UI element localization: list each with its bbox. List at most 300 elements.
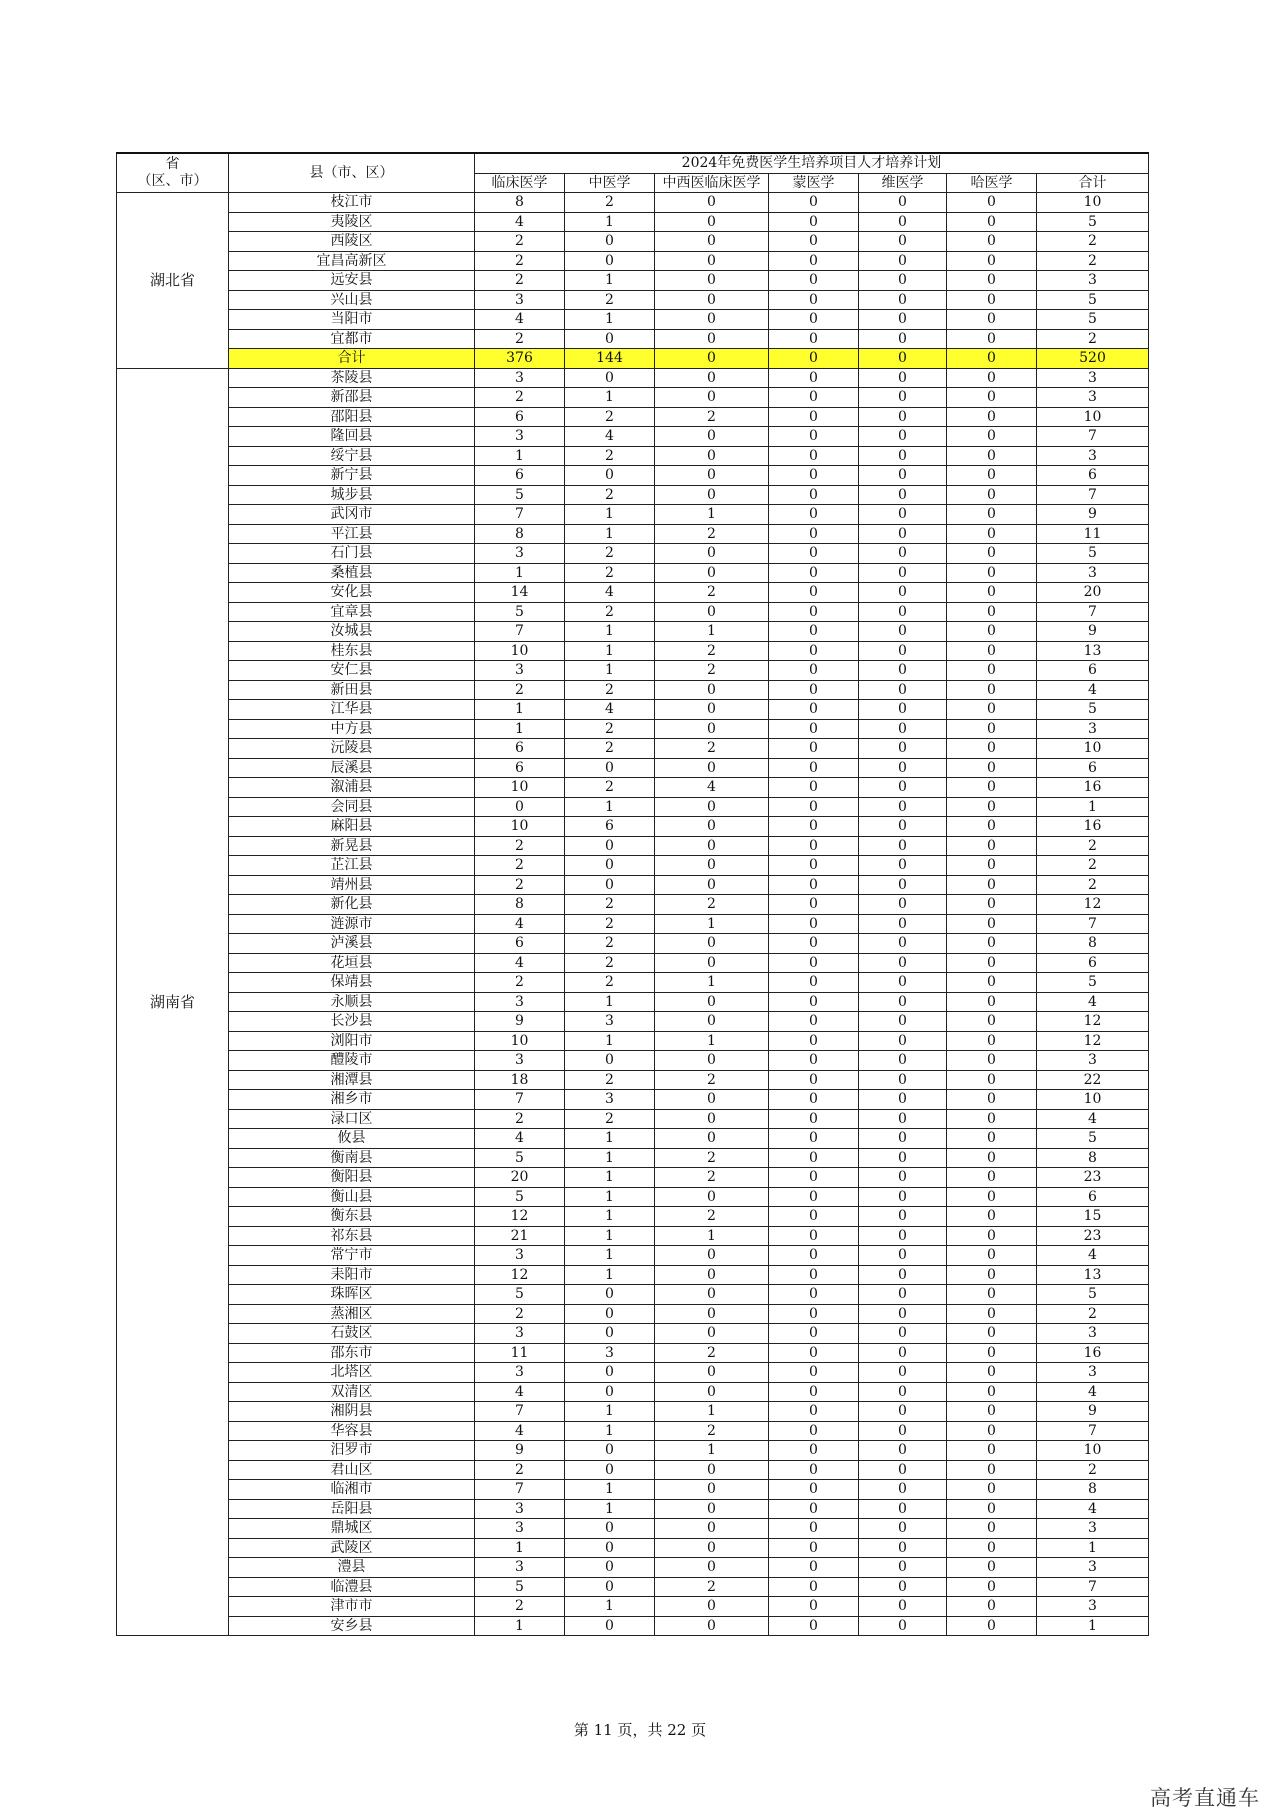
value-cell: 0 xyxy=(565,836,655,856)
value-cell: 0 xyxy=(769,1168,859,1188)
value-cell: 1 xyxy=(565,1499,655,1519)
value-cell: 0 xyxy=(947,1538,1037,1558)
value-cell: 16 xyxy=(1037,817,1149,837)
value-cell: 0 xyxy=(769,914,859,934)
value-cell: 0 xyxy=(859,1558,947,1578)
value-cell: 2 xyxy=(565,1109,655,1129)
value-cell: 0 xyxy=(655,1519,769,1539)
value-cell: 5 xyxy=(475,1285,565,1305)
value-cell: 6 xyxy=(475,934,565,954)
value-cell: 8 xyxy=(475,895,565,915)
county-cell: 麻阳县 xyxy=(229,817,475,837)
value-cell: 0 xyxy=(859,758,947,778)
value-cell: 5 xyxy=(1037,1129,1149,1149)
table-row xyxy=(117,505,1149,525)
value-cell: 1 xyxy=(565,1168,655,1188)
county-cell: 浏阳市 xyxy=(229,1031,475,1051)
county-cell: 武冈市 xyxy=(229,505,475,525)
value-cell: 0 xyxy=(859,446,947,466)
table-row xyxy=(117,1051,1149,1071)
value-cell: 0 xyxy=(769,661,859,681)
value-cell: 0 xyxy=(769,1460,859,1480)
county-cell: 澧县 xyxy=(229,1558,475,1578)
header-county: 县（市、区） xyxy=(229,153,475,193)
value-cell: 2 xyxy=(1037,1304,1149,1324)
value-cell: 0 xyxy=(859,973,947,993)
value-cell: 0 xyxy=(947,1577,1037,1597)
value-cell: 0 xyxy=(565,368,655,388)
county-cell: 桑植县 xyxy=(229,563,475,583)
value-cell: 12 xyxy=(1037,1031,1149,1051)
value-cell: 1 xyxy=(655,622,769,642)
county-cell: 平江县 xyxy=(229,524,475,544)
value-cell: 0 xyxy=(859,524,947,544)
value-cell: 0 xyxy=(655,446,769,466)
value-cell: 0 xyxy=(859,271,947,291)
value-cell: 0 xyxy=(947,739,1037,759)
value-cell: 0 xyxy=(859,1246,947,1266)
table-row xyxy=(117,1148,1149,1168)
value-cell: 0 xyxy=(947,641,1037,661)
value-cell: 0 xyxy=(565,758,655,778)
value-cell: 0 xyxy=(655,368,769,388)
value-cell: 0 xyxy=(769,232,859,252)
value-cell: 0 xyxy=(859,1324,947,1344)
value-cell: 0 xyxy=(947,232,1037,252)
value-cell: 0 xyxy=(565,232,655,252)
value-cell: 0 xyxy=(859,1051,947,1071)
value-cell: 0 xyxy=(565,1460,655,1480)
value-cell: 0 xyxy=(769,368,859,388)
value-cell: 7 xyxy=(475,1402,565,1422)
value-cell: 0 xyxy=(947,1363,1037,1383)
county-cell: 石门县 xyxy=(229,544,475,564)
value-cell: 2 xyxy=(655,1421,769,1441)
table-row xyxy=(117,1031,1149,1051)
value-cell: 0 xyxy=(769,1441,859,1461)
county-cell: 宜章县 xyxy=(229,602,475,622)
county-cell: 涟源市 xyxy=(229,914,475,934)
county-cell: 耒阳市 xyxy=(229,1265,475,1285)
value-cell: 3 xyxy=(475,1246,565,1266)
value-cell: 3 xyxy=(475,1558,565,1578)
table-row xyxy=(117,407,1149,427)
value-cell: 3 xyxy=(1037,1519,1149,1539)
value-cell: 6 xyxy=(565,817,655,837)
value-cell: 11 xyxy=(475,1343,565,1363)
table-row xyxy=(117,1343,1149,1363)
value-cell: 0 xyxy=(769,1519,859,1539)
value-cell: 2 xyxy=(565,739,655,759)
value-cell: 3 xyxy=(1037,719,1149,739)
value-cell: 0 xyxy=(655,1265,769,1285)
value-cell: 0 xyxy=(655,193,769,213)
table-row xyxy=(117,329,1149,349)
table-row xyxy=(117,622,1149,642)
value-cell: 3 xyxy=(475,427,565,447)
value-cell: 376 xyxy=(475,349,565,369)
value-cell: 0 xyxy=(655,700,769,720)
value-cell: 5 xyxy=(475,485,565,505)
value-cell: 0 xyxy=(769,1402,859,1422)
value-cell: 2 xyxy=(565,895,655,915)
value-cell: 1 xyxy=(475,563,565,583)
value-cell: 0 xyxy=(859,388,947,408)
value-cell: 1 xyxy=(655,1226,769,1246)
value-cell: 0 xyxy=(947,193,1037,213)
value-cell: 0 xyxy=(947,719,1037,739)
value-cell: 2 xyxy=(475,1304,565,1324)
value-cell: 0 xyxy=(565,1577,655,1597)
value-cell: 0 xyxy=(565,1538,655,1558)
value-cell: 1 xyxy=(565,622,655,642)
value-cell: 4 xyxy=(1037,1499,1149,1519)
table-row xyxy=(117,758,1149,778)
value-cell: 0 xyxy=(655,563,769,583)
value-cell: 0 xyxy=(655,836,769,856)
value-cell: 0 xyxy=(655,1129,769,1149)
value-cell: 0 xyxy=(859,1597,947,1617)
value-cell: 0 xyxy=(769,875,859,895)
county-cell: 宜昌高新区 xyxy=(229,251,475,271)
value-cell: 4 xyxy=(565,427,655,447)
value-cell: 2 xyxy=(565,778,655,798)
training-plan-table xyxy=(116,152,1149,1636)
value-cell: 7 xyxy=(475,505,565,525)
county-cell: 枝江市 xyxy=(229,193,475,213)
table-row xyxy=(117,992,1149,1012)
value-cell: 0 xyxy=(859,602,947,622)
value-cell: 1 xyxy=(565,1187,655,1207)
value-cell: 3 xyxy=(1037,368,1149,388)
value-cell: 6 xyxy=(1037,953,1149,973)
county-cell: 汨罗市 xyxy=(229,1441,475,1461)
value-cell: 10 xyxy=(1037,1441,1149,1461)
value-cell: 1 xyxy=(565,641,655,661)
value-cell: 0 xyxy=(565,1285,655,1305)
value-cell: 2 xyxy=(655,524,769,544)
value-cell: 1 xyxy=(565,524,655,544)
value-cell: 2 xyxy=(565,973,655,993)
value-cell: 1 xyxy=(565,661,655,681)
value-cell: 0 xyxy=(947,602,1037,622)
value-cell: 0 xyxy=(859,1304,947,1324)
value-cell: 0 xyxy=(565,1324,655,1344)
value-cell: 0 xyxy=(769,388,859,408)
value-cell: 0 xyxy=(947,388,1037,408)
county-cell: 辰溪县 xyxy=(229,758,475,778)
value-cell: 2 xyxy=(565,953,655,973)
value-cell: 0 xyxy=(859,797,947,817)
value-cell: 0 xyxy=(859,680,947,700)
value-cell: 0 xyxy=(859,953,947,973)
value-cell: 0 xyxy=(947,797,1037,817)
value-cell: 7 xyxy=(1037,427,1149,447)
value-cell: 0 xyxy=(769,1577,859,1597)
county-cell: 新邵县 xyxy=(229,388,475,408)
value-cell: 0 xyxy=(565,1051,655,1071)
province-cell: 湖北省 xyxy=(117,193,229,369)
value-cell: 2 xyxy=(655,1168,769,1188)
value-cell: 2 xyxy=(565,914,655,934)
county-cell: 沅陵县 xyxy=(229,739,475,759)
value-cell: 0 xyxy=(769,1051,859,1071)
value-cell: 0 xyxy=(947,934,1037,954)
value-cell: 0 xyxy=(947,290,1037,310)
value-cell: 0 xyxy=(947,1324,1037,1344)
value-cell: 2 xyxy=(475,680,565,700)
county-cell: 衡南县 xyxy=(229,1148,475,1168)
value-cell: 2 xyxy=(565,563,655,583)
value-cell: 0 xyxy=(947,1207,1037,1227)
value-cell: 0 xyxy=(859,1109,947,1129)
value-cell: 0 xyxy=(655,1324,769,1344)
value-cell: 1 xyxy=(475,700,565,720)
county-cell: 临湘市 xyxy=(229,1480,475,1500)
value-cell: 3 xyxy=(1037,1363,1149,1383)
value-cell: 0 xyxy=(769,1285,859,1305)
value-cell: 1 xyxy=(1037,1538,1149,1558)
table-body xyxy=(117,193,1149,1636)
value-cell: 0 xyxy=(947,485,1037,505)
table-row xyxy=(117,914,1149,934)
county-cell: 会同县 xyxy=(229,797,475,817)
county-cell: 绥宁县 xyxy=(229,446,475,466)
value-cell: 0 xyxy=(947,349,1037,369)
county-cell: 靖州县 xyxy=(229,875,475,895)
value-cell: 0 xyxy=(655,1090,769,1110)
value-cell: 2 xyxy=(475,1460,565,1480)
value-cell: 2 xyxy=(565,544,655,564)
table-row xyxy=(117,212,1149,232)
value-cell: 0 xyxy=(769,895,859,915)
value-cell: 0 xyxy=(859,368,947,388)
header-province-label: 省 （区、市） xyxy=(137,156,208,189)
value-cell: 3 xyxy=(475,1499,565,1519)
value-cell: 9 xyxy=(475,1012,565,1032)
county-cell: 鼎城区 xyxy=(229,1519,475,1539)
value-cell: 1 xyxy=(655,1031,769,1051)
value-cell: 2 xyxy=(655,739,769,759)
value-cell: 0 xyxy=(769,1246,859,1266)
value-cell: 2 xyxy=(655,407,769,427)
value-cell: 10 xyxy=(475,641,565,661)
value-cell: 3 xyxy=(475,1051,565,1071)
value-cell: 0 xyxy=(655,349,769,369)
value-cell: 0 xyxy=(947,836,1037,856)
value-cell: 0 xyxy=(947,1070,1037,1090)
value-cell: 0 xyxy=(655,1109,769,1129)
table-row xyxy=(117,193,1149,213)
table-row xyxy=(117,856,1149,876)
value-cell: 8 xyxy=(475,193,565,213)
value-cell: 0 xyxy=(859,1421,947,1441)
header-col-integrated: 中西医临床医学 xyxy=(655,173,769,193)
value-cell: 1 xyxy=(565,1129,655,1149)
value-cell: 0 xyxy=(859,1460,947,1480)
value-cell: 0 xyxy=(769,1129,859,1149)
value-cell: 7 xyxy=(1037,485,1149,505)
county-cell: 花垣县 xyxy=(229,953,475,973)
county-cell: 桂东县 xyxy=(229,641,475,661)
value-cell: 0 xyxy=(655,310,769,330)
value-cell: 21 xyxy=(475,1226,565,1246)
county-cell: 华容县 xyxy=(229,1421,475,1441)
county-cell: 安仁县 xyxy=(229,661,475,681)
value-cell: 0 xyxy=(769,953,859,973)
table-row xyxy=(117,1168,1149,1188)
value-cell: 0 xyxy=(947,1558,1037,1578)
value-cell: 2 xyxy=(565,602,655,622)
value-cell: 0 xyxy=(859,1031,947,1051)
value-cell: 0 xyxy=(947,368,1037,388)
value-cell: 10 xyxy=(475,817,565,837)
value-cell: 4 xyxy=(1037,1246,1149,1266)
value-cell: 4 xyxy=(1037,992,1149,1012)
value-cell: 4 xyxy=(475,1129,565,1149)
value-cell: 0 xyxy=(859,1538,947,1558)
value-cell: 0 xyxy=(947,1265,1037,1285)
value-cell: 0 xyxy=(859,641,947,661)
value-cell: 0 xyxy=(947,466,1037,486)
value-cell: 0 xyxy=(769,1109,859,1129)
page-number: 第 11 页，共 22 页 xyxy=(573,1721,707,1739)
value-cell: 0 xyxy=(655,992,769,1012)
value-cell: 0 xyxy=(859,778,947,798)
table-row xyxy=(117,1012,1149,1032)
table-row xyxy=(117,1480,1149,1500)
table-row xyxy=(117,1441,1149,1461)
table-row xyxy=(117,388,1149,408)
value-cell: 7 xyxy=(1037,602,1149,622)
value-cell: 0 xyxy=(859,193,947,213)
table-row xyxy=(117,739,1149,759)
county-cell: 珠晖区 xyxy=(229,1285,475,1305)
value-cell: 0 xyxy=(859,1441,947,1461)
value-cell: 0 xyxy=(655,232,769,252)
value-cell: 0 xyxy=(655,934,769,954)
value-cell: 0 xyxy=(769,251,859,271)
value-cell: 0 xyxy=(565,329,655,349)
value-cell: 0 xyxy=(655,1382,769,1402)
value-cell: 12 xyxy=(1037,895,1149,915)
table-row xyxy=(117,875,1149,895)
value-cell: 1 xyxy=(655,1441,769,1461)
value-cell: 4 xyxy=(1037,1109,1149,1129)
value-cell: 0 xyxy=(769,641,859,661)
value-cell: 0 xyxy=(655,1012,769,1032)
value-cell: 0 xyxy=(769,446,859,466)
value-cell: 0 xyxy=(769,505,859,525)
table-row xyxy=(117,290,1149,310)
value-cell: 2 xyxy=(1037,836,1149,856)
value-cell: 0 xyxy=(565,251,655,271)
value-cell: 4 xyxy=(1037,680,1149,700)
value-cell: 0 xyxy=(769,836,859,856)
value-cell: 0 xyxy=(947,524,1037,544)
value-cell: 2 xyxy=(475,1597,565,1617)
value-cell: 0 xyxy=(859,1168,947,1188)
value-cell: 3 xyxy=(475,544,565,564)
header-group-title: 2024年免费医学生培养项目人才培养计划 xyxy=(475,153,1149,173)
value-cell: 0 xyxy=(859,232,947,252)
value-cell: 2 xyxy=(565,485,655,505)
county-cell: 醴陵市 xyxy=(229,1051,475,1071)
county-cell: 君山区 xyxy=(229,1460,475,1480)
value-cell: 10 xyxy=(475,1031,565,1051)
header-col-kazakh: 哈医学 xyxy=(947,173,1037,193)
value-cell: 1 xyxy=(565,1148,655,1168)
value-cell: 0 xyxy=(769,1265,859,1285)
county-cell: 远安县 xyxy=(229,271,475,291)
table-row xyxy=(117,1246,1149,1266)
value-cell: 2 xyxy=(565,719,655,739)
value-cell: 3 xyxy=(1037,1324,1149,1344)
value-cell: 0 xyxy=(565,1616,655,1636)
value-cell: 5 xyxy=(1037,212,1149,232)
value-cell: 0 xyxy=(655,271,769,291)
value-cell: 0 xyxy=(947,914,1037,934)
value-cell: 0 xyxy=(655,875,769,895)
value-cell: 4 xyxy=(475,212,565,232)
value-cell: 3 xyxy=(1037,1051,1149,1071)
table-row xyxy=(117,1226,1149,1246)
value-cell: 2 xyxy=(565,934,655,954)
value-cell: 1 xyxy=(565,1207,655,1227)
value-cell: 1 xyxy=(565,388,655,408)
value-cell: 5 xyxy=(1037,1285,1149,1305)
header-col-clinical: 临床医学 xyxy=(475,173,565,193)
value-cell: 1 xyxy=(565,797,655,817)
value-cell: 0 xyxy=(769,758,859,778)
county-cell: 祁东县 xyxy=(229,1226,475,1246)
value-cell: 0 xyxy=(769,329,859,349)
value-cell: 2 xyxy=(475,232,565,252)
value-cell: 0 xyxy=(947,1109,1037,1129)
table-row xyxy=(117,1187,1149,1207)
value-cell: 15 xyxy=(1037,1207,1149,1227)
value-cell: 0 xyxy=(655,290,769,310)
table-row xyxy=(117,1070,1149,1090)
value-cell: 0 xyxy=(655,1480,769,1500)
value-cell: 2 xyxy=(475,836,565,856)
value-cell: 0 xyxy=(947,271,1037,291)
value-cell: 4 xyxy=(475,310,565,330)
value-cell: 7 xyxy=(1037,1421,1149,1441)
value-cell: 3 xyxy=(1037,563,1149,583)
value-cell: 2 xyxy=(655,1148,769,1168)
value-cell: 2 xyxy=(475,271,565,291)
value-cell: 2 xyxy=(655,895,769,915)
value-cell: 0 xyxy=(565,1382,655,1402)
value-cell: 2 xyxy=(565,446,655,466)
value-cell: 1 xyxy=(565,1031,655,1051)
header-province xyxy=(117,153,229,193)
value-cell: 0 xyxy=(947,895,1037,915)
value-cell: 16 xyxy=(1037,778,1149,798)
value-cell: 2 xyxy=(565,290,655,310)
value-cell: 1 xyxy=(565,1597,655,1617)
value-cell: 2 xyxy=(655,1343,769,1363)
value-cell: 0 xyxy=(859,1499,947,1519)
value-cell: 0 xyxy=(769,427,859,447)
value-cell: 6 xyxy=(475,758,565,778)
value-cell: 1 xyxy=(475,1616,565,1636)
county-cell: 渌口区 xyxy=(229,1109,475,1129)
table-row xyxy=(117,1265,1149,1285)
value-cell: 2 xyxy=(1037,1460,1149,1480)
value-cell: 0 xyxy=(859,719,947,739)
